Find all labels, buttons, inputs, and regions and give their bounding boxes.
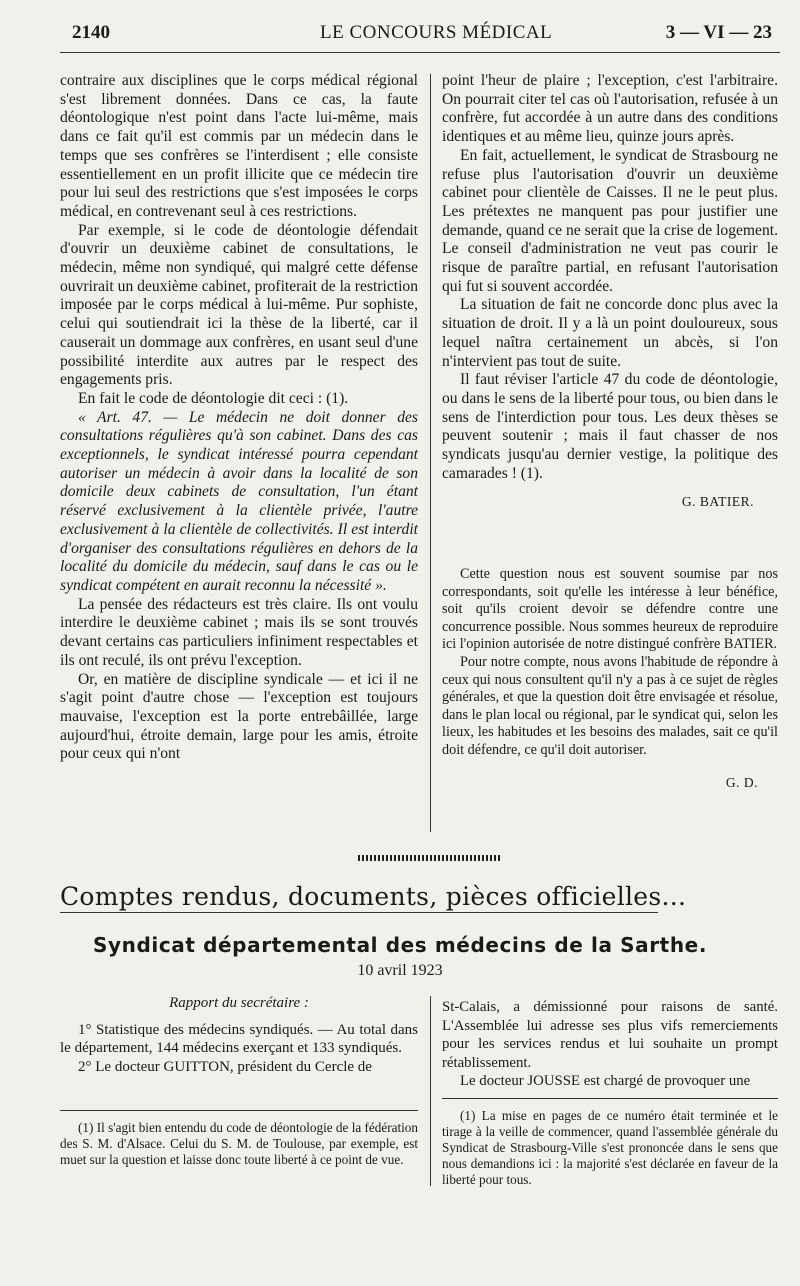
- paragraph: contraire aux disciplines que le corps médical régional s'est librement données. Dans ce cas, la faute déontologique n'est point dans l'acte lui-même, mais dans ce fait qu'il est commis par un médecin dans le temps que ses confrères se l'interdisent ; elle consiste essentiellement en un profit illicite que ce médecin tire pour lui seul des restrictions que s'est imposées le corps médical, en contrevenant seul à ces restrictions.: [60, 72, 418, 220]
- signature-batier: G. BATIER.: [681, 494, 754, 510]
- page-header: [72, 22, 772, 48]
- left-column-article: [60, 72, 418, 764]
- statistics-item: 1° Statistique des médecins syndiqués. — Au total dans le département, 144 médecins exerçant et 133 syndiqués.: [60, 1021, 418, 1056]
- report-heading: Rapport du secrétaire :: [169, 995, 309, 1011]
- paragraph: La pensée des rédacteurs est très claire. Ils ont voulu interdire le deuxième cabinet ; mais ils se sont trouvés devant certains cas particuliers infiniment respectables et ils ont reculé, ils ont prévu l'exception.: [60, 595, 418, 669]
- paragraph: Par exemple, si le code de déontologie défendait d'ouvrir un deuxième cabinet de consultations, le médecin, même non syndiqué, qui malgré cette défense ouvrirait un deuxième cabinet, profiterait de la restriction imposée par le corps médical à lui-même. Pur sophiste, celui qui soutiendrait ici la thèse de la liberté, car il causerait un dommage aux confrères, en usant seul d'une possibilité interdite aux autres par le respect des engagements pris.: [60, 221, 418, 389]
- column-divider: [430, 74, 431, 832]
- section-title: Comptes rendus, documents, pièces officielles...: [60, 882, 687, 911]
- footnote-text: (1) Il s'agit bien entendu du code de déontologie de la fédération des S. M. d'Alsace. Celui du S. M. de Toulouse, par exemple, est muet sur la question et laisse donc toute liberté à ce point de vue.: [60, 1120, 418, 1167]
- footnote-text: (1) La mise en pages de ce numéro était terminée et le tirage à la veille de commencer, quand l'assemblée générale du Syndicat de Strasbourg-Ville s'est prononcée dans le sens que nous demandions ici : la majorité s'est déclarée en faveur de la liberté pour tous.: [442, 1108, 778, 1187]
- paragraph: Cette question nous est souvent soumise par nos correspondants, soit qu'elle les intéresse à leur bénéfice, soit qu'ils croient devoir se défendre contre une concurrence possible. Nous sommes heureux de reproduire ici l'opinion autorisée de notre distingué confrère BATIER.: [442, 566, 778, 653]
- paragraph: En fait, actuellement, le syndicat de Strasbourg ne refuse plus l'autorisation d'ouvrir un deuxième cabinet pour clientèle de Caisses. Il ne le peut plus. Les prétextes ne manquent pas pour justifier une demande, quand ce ne serait que la crise de logement. Le conseil d'administration ne veut pas courir le risque de paraître partial, en refusant l'autorisation qui fut si souvent accordée.: [442, 146, 778, 295]
- paragraph: Le docteur JOUSSE est chargé de provoquer une: [460, 1073, 751, 1089]
- footnote-rule: [442, 1098, 778, 1099]
- issue-date: 3 — VI — 23: [665, 22, 772, 43]
- paragraph: St-Calais, a démissionné pour raisons de santé. L'Assemblée lui adresse ses plus vifs remerciements pour les services rendus et lui souhaite un prompt rétablissement.: [442, 999, 778, 1071]
- article-47-quote: « Art. 47. — Le médecin ne doit donner des consultations régulières qu'à son cabinet. Dans des cas exceptionnels, le syndicat intéressé pourra cependant autoriser un médecin à avoir dans la localité de son domicile deux cabinets de consultation, l'un étant réservé exclusivement à la clientèle privée, l'autre exclusivement à la clientèle de collectivités. Il est interdit d'organiser des consultations régulières en dehors de la localité du domicile du médecin, sauf dans le cas ou le syndicat compétent en aurait reconnu la nécessité ».: [60, 408, 418, 594]
- paragraph: En fait le code de déontologie dit ceci : (1).: [78, 389, 349, 407]
- journal-title: LE CONCOURS MÉDICAL: [320, 22, 553, 43]
- paragraph: La situation de fait ne concorde donc plus avec la situation de droit. Il y a là un point douloureux, sous lequel naîtra certainement un abcès, si l'on n'intervient pas tout de suite.: [442, 296, 778, 370]
- signature-gd: G. D.: [725, 774, 758, 790]
- meeting-date: 10 avril 1923: [357, 962, 443, 979]
- editor-note: [442, 566, 778, 791]
- right-column-article: [442, 72, 778, 512]
- report-item: 2° Le docteur GUITTON, président du Cercle de: [78, 1058, 372, 1075]
- page-number: 2140: [72, 22, 110, 43]
- footnote-left: [60, 1120, 418, 1168]
- header-rule: [60, 52, 780, 53]
- syndicat-title: Syndicat départemental des médecins de la Sarthe.: [92, 933, 708, 957]
- footnote-rule: [60, 1110, 418, 1111]
- section-underline: [60, 912, 658, 913]
- footnote-right: [442, 1108, 778, 1188]
- paragraph: Il faut réviser l'article 47 du code de déontologie, ou dans le sens de la liberté pour tous, ou bien dans le sens de l'interdiction pour tous. Les deux thèses se peuvent soutenir ; mais il faut chasser de nos syndicats jusqu'au dernier vestige, la politique des camarades ! (1).: [442, 371, 778, 482]
- report-column-right: [442, 998, 778, 1091]
- column-divider: [430, 996, 431, 1186]
- section-ornament: [358, 855, 500, 861]
- report-column-left: [60, 994, 418, 1076]
- paragraph: Or, en matière de discipline syndicale — et ici il ne s'agit point d'autre chose — l'exception est toujours mauvaise, l'exception est la porte entrebâillée, large aujourd'hui, étroite demain, large pour les amis, étroite pour ceux qui n'ont: [60, 670, 418, 763]
- paragraph: Pour notre compte, nous avons l'habitude de répondre à ceux qui nous consultent qu'il n'y a pas à ce sujet de règles générales, et que la question doit être envisagée et résolue, dans le plan local ou régional, par le syndicat qui, selon les lieux, les habitudes et les besoins des malades, sait ce qu'il doit défendre, ce qu'il doit autoriser.: [442, 653, 778, 758]
- paragraph: point l'heur de plaire ; l'exception, c'est l'arbitraire. On pourrait citer tel cas où l'autorisation, refusée à un confrère, fut accordée à un autre dans des conditions identiques et au même lieu, quinze jours après.: [442, 72, 778, 146]
